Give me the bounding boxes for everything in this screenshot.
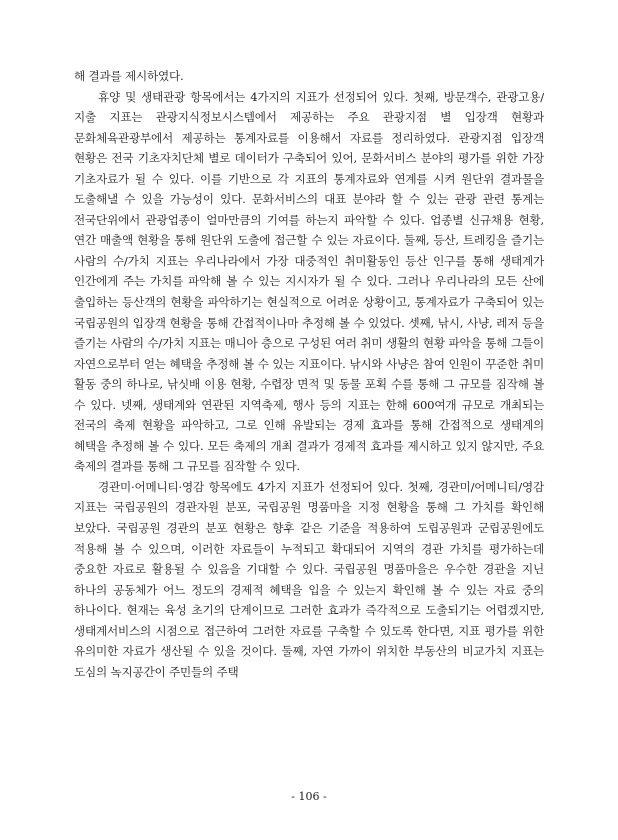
page-number: - 106 - [291, 790, 327, 803]
paragraph-tourism: 휴양 및 생태관광 항목에서는 4가지의 지표가 선정되어 있다. 첫째, 방문객수, 관광고용/지출 지표는 관광지식정보시스템에서 제공하는 주요 관광지점 별 입장객 현황과 문화체육관광부에서 제공하는 통계자료를 이용해서 자료를 정리하였다. 관광지점 입장객 현황은 전국 기초자치단체 별로 데이터가 구축되어 있어, 문화서비스 분야의 평가를 위한 가장 기초자료가 될 수 있다. 이를 기반으로 각 지표의 통계자료와 연계를 시켜 원단위 결과물을 도출해낼 수 있을 가능성이 있다. 문화서비스의 대표 분야라 할 수 있는 관광 관련 통계는 전국단위에서 관광업종이 얼마만큼의 기여를 하는지 파악할 수 있다. 업종별 신규채용 현황, 연간 매출액 현황을 통해 원단위 도출에 접근할 수 있는 자료이다. 둘째, 등산, 트레킹을 즐기는 사람의 수/가치 지표는 우리나라에서 가장 대중적인 취미활동인 등산 인구를 통해 생태계가 인간에게 주는 가치를 파악해 볼 수 있는 지시자가 될 수 있다. 그러나 우리나라의 모든 산에 출입하는 등산객의 현황을 파악하기는 현실적으로 어려운 상황이고, 통계자료가 구축되어 있는 국립공원의 입장객 현황을 통해 간접적이나마 추정해 볼 수 있었다. 셋째, 낚시, 사냥, 레저 등을 즐기는 사람의 수/가치 지표는 매니아 층으로 구성된 여러 취미 생활의 현황 파악을 통해 그들이 자연으로부터 얻는 혜택을 추정해 볼 수 있는 지표이다. 낚시와 사냥은 참여 인원이 꾸준한 취미 활동 중의 하나로, 낚싯배 이용 현황, 수렵장 면적 및 동물 포획 수를 통해 그 규모를 짐작해 볼 수 있다. 넷째, 생태계와 연관된 지역축제, 행사 등의 지표는 한해 600여개 규모로 개최되는 전국의 축제 현황을 파악하고, 그로 인해 유발되는 경제 효과를 통해 간접적으로 생태계의 혜택을 추정해 볼 수 있다. 모든 축제의 개최 결과가 경제적 효과를 제시하고 있지 않지만, 주요 축제의 결과를 통해 그 규모를 짐작할 수 있다. [74, 89, 544, 474]
body-text [74, 66, 544, 682]
paragraph-landscape: 경관미·어메니티·영감 항목에도 4가지 지표가 선정되어 있다. 첫째, 경관미/어메니티/영감 지표는 국립공원의 경관자원 분포, 국립공원 명품마을 지정 현황을 통해 그 가치를 확인해 보았다. 국립공원 경관의 분포 현황은 향후 같은 기준을 적용하여 도립공원과 군립공원에도 적용해 볼 수 있으며, 이러한 자료들이 누적되고 확대되어 지역의 경관 가치를 평가하는데 중요한 자료로 활용될 수 있음을 기대할 수 있다. 국립공원 명품마을은 우수한 경관을 지닌 하나의 공동체가 어느 정도의 경제적 혜택을 입을 수 있는지 확인해 볼 수 있는 자료 중의 하나이다. 현재는 육성 초기의 단계이므로 그러한 효과가 즉각적으로 도출되기는 어렵겠지만, 생태계서비스의 시점으로 접근하여 그러한 자료를 구축할 수 있도록 한다면, 지표 평가를 위한 유의미한 자료가 생산될 수 있을 것이다. 둘째, 자연 가까이 위치한 부동산의 비교가치 지표는 도심의 녹지공간이 주민들의 주택 [74, 479, 544, 679]
paragraph-continuation: 해 결과를 제시하였다. [74, 69, 184, 83]
